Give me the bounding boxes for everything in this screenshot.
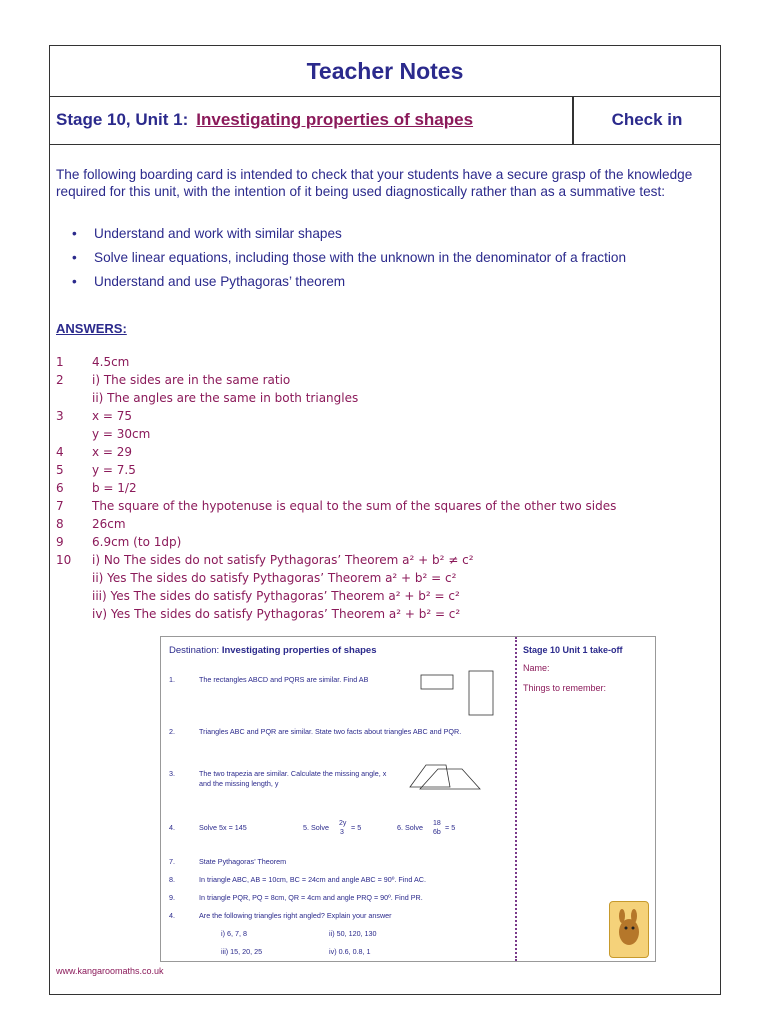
answer-number: 9: [56, 535, 64, 549]
answer-row: [56, 353, 716, 371]
teacher-notes-frame: [49, 45, 721, 995]
card-q2: 2. Triangles ABC and PQR are similar. State two facts about triangles ABC and PQR.: [169, 727, 462, 736]
subtitle-row: [50, 96, 720, 145]
list-item: • Understand and work with similar shapes: [72, 226, 342, 241]
answer-text: i) No The sides do not satisfy Pythagoras’ Theorem a² + b² ≠ c²: [92, 553, 474, 567]
answer-row: [56, 587, 716, 605]
card-q10-item: iii) 15, 20, 25: [221, 947, 263, 956]
answer-row: [56, 461, 716, 479]
answer-row: [56, 551, 716, 569]
answer-row: [56, 389, 716, 407]
things-label: Things to remember:: [523, 683, 607, 693]
answer-text: y = 30cm: [92, 427, 151, 441]
footer-url: www.kangaroomaths.co.uk: [56, 966, 164, 976]
answer-text: The square of the hypotenuse is equal to the sum of the squares of the other two sides: [92, 499, 617, 513]
answer-row: [56, 497, 716, 515]
answer-text: b = 1/2: [92, 481, 137, 495]
answer-text: iii) Yes The sides do satisfy Pythagoras’ Theorem a² + b² = c²: [92, 589, 460, 603]
title-row: [50, 46, 720, 97]
answer-row: [56, 425, 716, 443]
answer-number: 2: [56, 373, 64, 387]
answer-text: x = 29: [92, 445, 133, 459]
card-destination: Destination: Investigating properties of shapes: [169, 645, 377, 656]
answer-text: i) The sides are in the same ratio: [92, 373, 291, 387]
stage-label: Stage 10, Unit 1:: [56, 110, 189, 129]
answer-text: 4.5cm: [92, 355, 130, 369]
card-takeoff: [519, 637, 655, 961]
rectangles-diagram: [419, 667, 509, 717]
answer-row: [56, 569, 716, 587]
answer-row: [56, 605, 716, 623]
card-q3: 3. The two trapezia are similar. Calculate the missing angle, x and the missing length, y: [169, 769, 387, 788]
answer-number: [56, 605, 92, 623]
answer-row: [56, 533, 716, 551]
card-q10-item: iv) 0.6, 0.8, 1: [329, 947, 371, 956]
answers-list: [56, 353, 716, 623]
card-q4-6: 4. Solve 5x = 145 5. Solve 2y 3 = 5 6. Solve 18 6b = 5: [169, 820, 456, 836]
answer-text: ii) The angles are the same in both triangles: [92, 391, 359, 405]
card-divider: [515, 637, 517, 961]
answer-number: 3: [56, 409, 64, 423]
answer-text: iv) Yes The sides do satisfy Pythagoras’ Theorem a² + b² = c²: [92, 607, 461, 621]
card-q10-item: i) 6, 7, 8: [221, 929, 247, 938]
name-label: Name:: [523, 663, 550, 673]
unit-topic: Investigating properties of shapes: [196, 110, 474, 129]
answers-heading: ANSWERS:: [56, 321, 127, 336]
answer-number: 4: [56, 445, 64, 459]
answer-row: [56, 515, 716, 533]
card-q9: 9. In triangle PQR, PQ = 8cm, QR = 4cm and angle PRQ = 90º. Find PR.: [169, 893, 423, 902]
objectives-list: [70, 222, 710, 294]
page-title: Teacher Notes: [306, 57, 464, 84]
answer-text: y = 7.5: [92, 463, 136, 477]
answer-number: [56, 587, 92, 605]
answer-text: ii) Yes The sides do satisfy Pythagoras’ Theorem a² + b² = c²: [92, 571, 457, 585]
card-q10-item: ii) 50, 120, 130: [329, 929, 377, 938]
answer-number: 1: [56, 355, 64, 369]
answer-number: [56, 425, 92, 443]
answer-row: [56, 407, 716, 425]
card-questions: [161, 637, 515, 961]
answer-number: 6: [56, 481, 64, 495]
answer-number: [56, 569, 92, 587]
answer-text: 6.9cm (to 1dp): [92, 535, 182, 549]
answer-row: [56, 371, 716, 389]
answer-number: 7: [56, 499, 64, 513]
intro-paragraph: The following boarding card is intended to check that your students have a secure grasp of the knowledge required for this unit, with the intention of it being used diagnostically rather than as a summative test:: [56, 167, 693, 199]
answer-text: x = 75: [92, 409, 133, 423]
answer-number: 5: [56, 463, 64, 477]
stage-unit-heading: [56, 96, 473, 144]
card-q7: 7. State Pythagoras’ Theorem: [169, 857, 287, 866]
card-q1: 1. The rectangles ABCD and PQRS are similar. Find AB: [169, 675, 369, 684]
answer-row: [56, 479, 716, 497]
answer-text: 26cm: [92, 517, 126, 531]
answer-number: [56, 389, 92, 407]
list-item: • Solve linear equations, including those with the unknown in the denominator of a fraction: [72, 250, 627, 265]
list-item: • Understand and use Pythagoras’ theorem: [72, 274, 346, 289]
card-q8: 8. In triangle ABC, AB = 10cm, BC = 24cm and angle ABC = 90º. Find AC.: [169, 875, 426, 884]
boarding-card-image: [160, 636, 656, 962]
answer-number: 10: [56, 553, 72, 567]
answer-row: [56, 443, 716, 461]
takeoff-title: Stage 10 Unit 1 take-off: [523, 645, 623, 655]
kangaroo-logo: [609, 901, 649, 958]
trapezia-diagram: [406, 761, 506, 811]
answer-number: 8: [56, 517, 64, 531]
check-in-label: Check in: [611, 110, 683, 129]
card-q10: 4. Are the following triangles right angled? Explain your answer: [169, 911, 392, 920]
